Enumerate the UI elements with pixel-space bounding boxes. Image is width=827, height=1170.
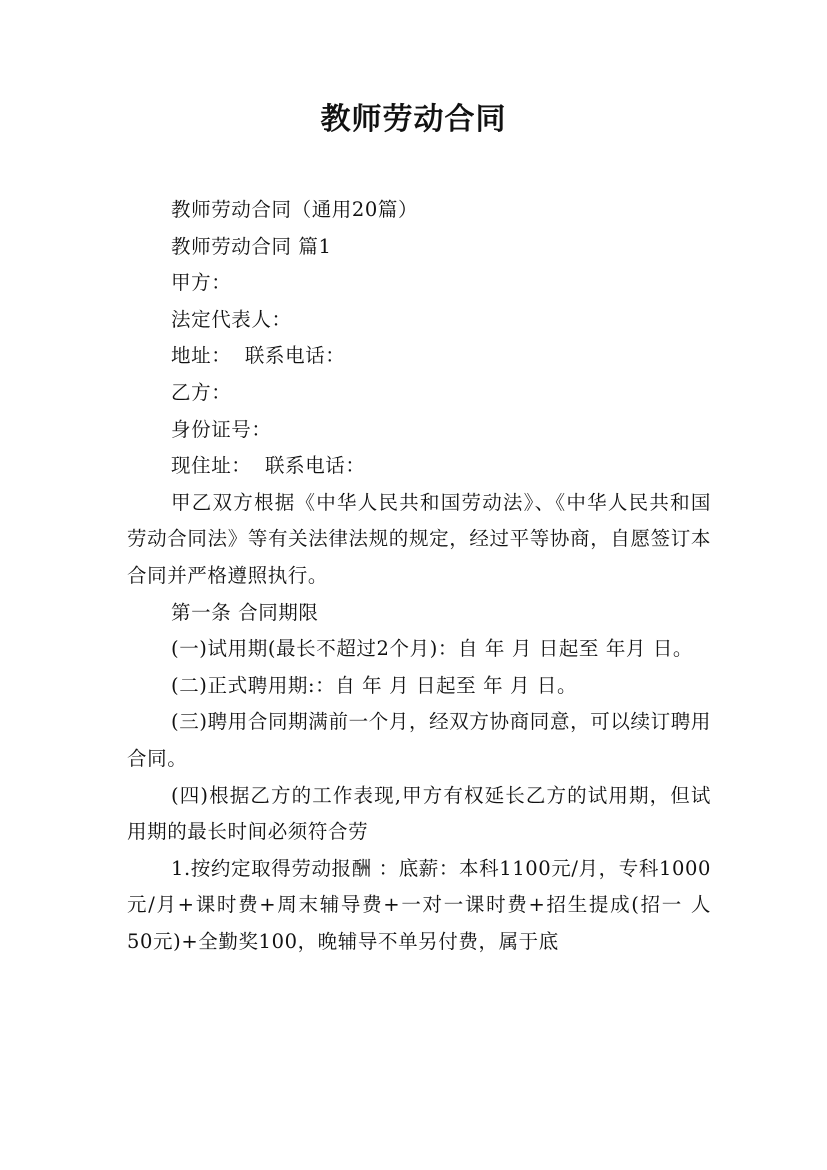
paragraph-formal-term: (二)正式聘用期:：自 年 月 日起至 年 月 日。 <box>171 673 578 697</box>
paragraph-party-b: 乙方： <box>171 380 232 404</box>
paragraph-probation: (一)试用期(最长不超过2个月)：自 年 月 日起至 年月 日。 <box>171 637 694 661</box>
paragraph-party-a: 甲方： <box>171 271 232 295</box>
paragraph-address-phone: 地址： 联系电话： <box>171 344 346 368</box>
document-title: 教师劳动合同 <box>320 102 507 137</box>
paragraph-agreement-basis: 甲乙双方根据《中华人民共和国劳动法》、《中华人民共和国劳动合同法》等有关法律法规的规定，经过平等协商，自愿签订本合同并严格遵照执行。 <box>127 490 711 587</box>
paragraph-probation-extension: (四)根据乙方的工作表现,甲方有权延长乙方的试用期，但试用期的最长时间必须符合劳 <box>127 783 711 844</box>
paragraph-compensation: 1.按约定取得劳动报酬 ：底薪：本科1100元/月，专科1000元/月+课时费+周末辅导费+一对一课时费+招生提成(招一 人 50元)+全勤奖100，晚辅导不单另付费，属于底 <box>127 856 718 953</box>
paragraph-section-heading: 教师劳动合同 篇1 <box>171 234 332 258</box>
paragraph-renewal: (三)聘用合同期满前一个月，经双方协商同意，可以续订聘用合同。 <box>127 710 711 770</box>
paragraph-current-address-phone: 现住址： 联系电话： <box>171 454 366 478</box>
paragraph-article-one: 第一条 合同期限 <box>171 600 319 624</box>
paragraph-subtitle: 教师劳动合同（通用20篇） <box>171 198 419 221</box>
paragraph-id-number: 身份证号： <box>171 417 272 441</box>
document-body <box>127 192 718 960</box>
paragraph-legal-rep: 法定代表人： <box>171 307 292 331</box>
